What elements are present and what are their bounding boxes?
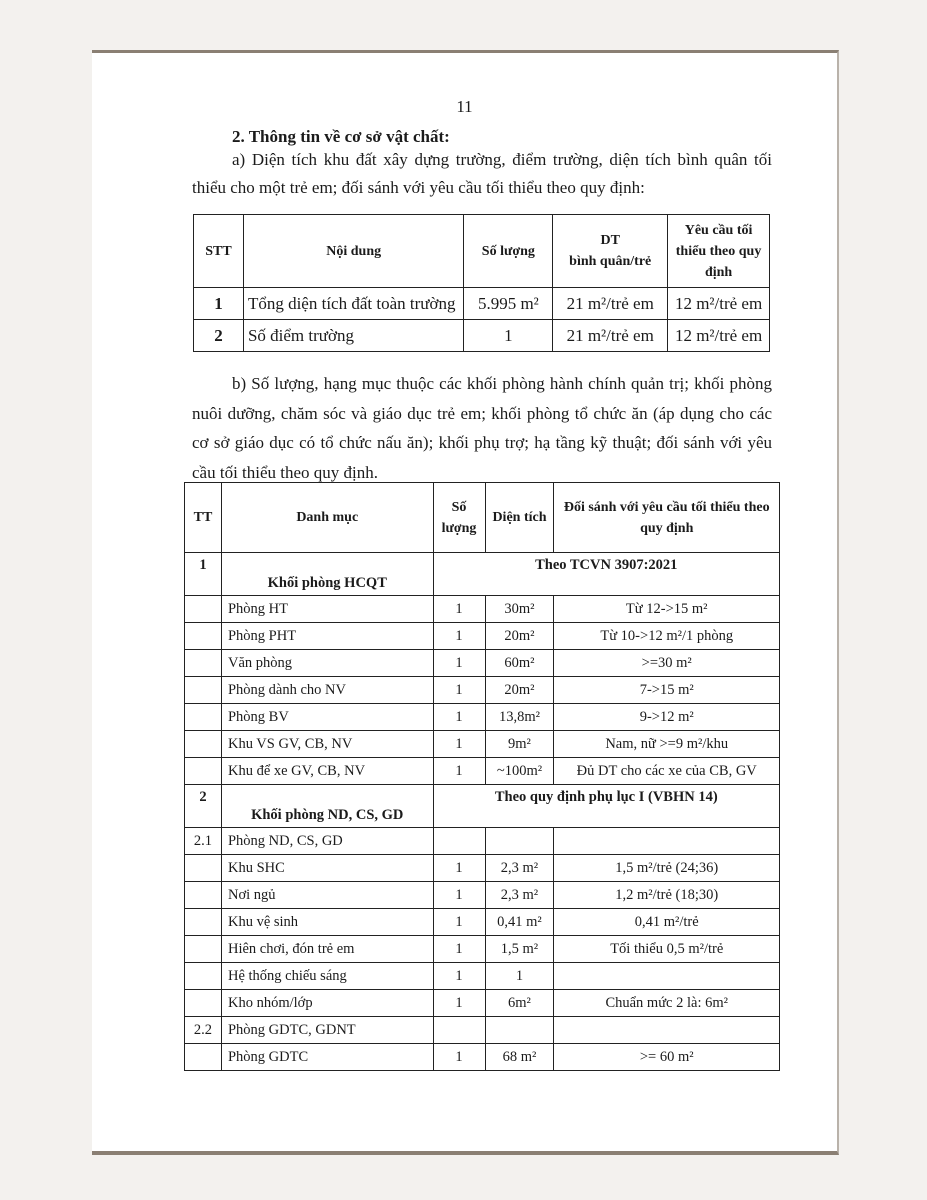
- row-name: Hệ thống chiếu sáng: [221, 963, 433, 990]
- t1-cell-stt: 1: [194, 288, 244, 320]
- row-name: Phòng PHT: [221, 623, 433, 650]
- row-compare: 7->15 m²: [554, 677, 780, 704]
- row-area: 1: [485, 963, 554, 990]
- row-name: Khu SHC: [221, 855, 433, 882]
- table-row: [185, 1044, 780, 1071]
- row-area: 0,41 m²: [485, 909, 554, 936]
- section-title: Khối phòng ND, CS, GD: [221, 785, 433, 828]
- row-name: Văn phòng: [221, 650, 433, 677]
- row-quantity: 1: [433, 909, 485, 936]
- row-compare: Từ 10->12 m²/1 phòng: [554, 623, 780, 650]
- table-row: [185, 650, 780, 677]
- table-row: [185, 677, 780, 704]
- row-compare: Từ 12->15 m²: [554, 596, 780, 623]
- row-compare: 1,5 m²/trẻ (24;36): [554, 855, 780, 882]
- t1-body: [194, 288, 770, 352]
- table-row: [185, 990, 780, 1017]
- row-quantity: 1: [433, 731, 485, 758]
- t2-header-so-luong: Số lượng: [433, 483, 485, 553]
- row-number: [185, 758, 222, 785]
- row-quantity: 1: [433, 963, 485, 990]
- row-compare: 1,2 m²/trẻ (18;30): [554, 882, 780, 909]
- row-quantity: 1: [433, 596, 485, 623]
- row-quantity: 1: [433, 677, 485, 704]
- row-quantity: [433, 828, 485, 855]
- section-title: Khối phòng HCQT: [221, 553, 433, 596]
- t1-cell-so-luong: 5.995 m²: [464, 288, 553, 320]
- row-quantity: 1: [433, 990, 485, 1017]
- row-area: 13,8m²: [485, 704, 554, 731]
- row-name: Phòng HT: [221, 596, 433, 623]
- t1-header-dt: [553, 215, 668, 288]
- t1-header-stt: STT: [194, 215, 244, 288]
- t1-header-noi-dung: Nội dung: [243, 215, 463, 288]
- t1-cell-dt: 21 m²/trẻ em: [553, 288, 668, 320]
- row-name: Khu để xe GV, CB, NV: [221, 758, 433, 785]
- table-row: [185, 882, 780, 909]
- row-name: Nơi ngủ: [221, 882, 433, 909]
- row-quantity: 1: [433, 650, 485, 677]
- row-number: 2.1: [185, 828, 222, 855]
- row-compare: Đủ DT cho các xe của CB, GV: [554, 758, 780, 785]
- paragraph-a: a) Diện tích khu đất xây dựng trường, điểm trường, diện tích bình quân tối thiểu cho một trẻ em; đối sánh với yêu cầu tối thiểu theo quy định:: [192, 150, 772, 197]
- row-area: [485, 1017, 554, 1044]
- table-row: [185, 1017, 780, 1044]
- t1-cell-stt: 2: [194, 320, 244, 352]
- section-standard: Theo quy định phụ lục I (VBHN 14): [433, 785, 779, 828]
- t1-cell-noi-dung: Tổng diện tích đất toàn trường: [243, 288, 463, 320]
- t1-cell-yeu-cau: 12 m²/trẻ em: [668, 288, 770, 320]
- table-row: [185, 731, 780, 758]
- row-quantity: [433, 1017, 485, 1044]
- row-compare: [554, 828, 780, 855]
- row-compare: Tối thiểu 0,5 m²/trẻ: [554, 936, 780, 963]
- row-area: 2,3 m²: [485, 882, 554, 909]
- row-area: 6m²: [485, 990, 554, 1017]
- row-compare: [554, 1017, 780, 1044]
- table-row: [185, 936, 780, 963]
- row-area: 20m²: [485, 677, 554, 704]
- row-number: [185, 936, 222, 963]
- row-number: 2.2: [185, 1017, 222, 1044]
- row-compare: [554, 963, 780, 990]
- table-row: [185, 623, 780, 650]
- row-number: [185, 677, 222, 704]
- row-compare: >=30 m²: [554, 650, 780, 677]
- row-number: [185, 1044, 222, 1071]
- table-row: [185, 704, 780, 731]
- row-compare: 9->12 m²: [554, 704, 780, 731]
- section-heading: 2. Thông tin về cơ sở vật chất:: [232, 127, 450, 146]
- section-row: [185, 553, 780, 596]
- row-number: [185, 909, 222, 936]
- paragraph-b: b) Số lượng, hạng mục thuộc các khối phòng hành chính quản trị; khối phòng nuôi dưỡng, chăm sóc và giáo dục trẻ em; khối phòng tổ chức ăn (áp dụng cho các cơ sở giáo dục có tổ chức nấu ăn); khối phụ trợ; hạ tầng kỹ thuật; đối sánh với yêu cầu tối thiểu theo quy định.: [192, 374, 772, 482]
- row-name: Khu VS GV, CB, NV: [221, 731, 433, 758]
- row-name: Phòng BV: [221, 704, 433, 731]
- row-quantity: 1: [433, 1044, 485, 1071]
- t2-header-tt: TT: [185, 483, 222, 553]
- row-area: 68 m²: [485, 1044, 554, 1071]
- row-area: 1,5 m²: [485, 936, 554, 963]
- page-number: 11: [456, 97, 473, 116]
- table-row: [185, 596, 780, 623]
- row-quantity: 1: [433, 704, 485, 731]
- row-number: [185, 963, 222, 990]
- table-row: [185, 855, 780, 882]
- row-area: 2,3 m²: [485, 855, 554, 882]
- row-name: Phòng GDTC, GDNT: [221, 1017, 433, 1044]
- row-name: Kho nhóm/lớp: [221, 990, 433, 1017]
- row-area: 30m²: [485, 596, 554, 623]
- section-number: 2: [185, 785, 222, 828]
- t2-header-dien-tich: Diện tích: [485, 483, 554, 553]
- t1-header-yeu-cau: Yêu cầu tối thiểu theo quy định: [668, 215, 770, 288]
- facility-table: [184, 482, 780, 1071]
- section-number: 1: [185, 553, 222, 596]
- row-number: [185, 650, 222, 677]
- row-number: [185, 596, 222, 623]
- row-name: Hiên chơi, đón trẻ em: [221, 936, 433, 963]
- row-number: [185, 990, 222, 1017]
- table-row: [185, 758, 780, 785]
- section-standard: Theo TCVN 3907:2021: [433, 553, 779, 596]
- table-row: [185, 963, 780, 990]
- t1-header-dt-line1: DT: [600, 233, 620, 248]
- t1-header-dt-line2: bình quân/trẻ: [569, 254, 652, 269]
- table-row: [185, 909, 780, 936]
- table-row: [194, 320, 770, 352]
- row-area: 9m²: [485, 731, 554, 758]
- section-row: [185, 785, 780, 828]
- row-number: [185, 855, 222, 882]
- document-page: [92, 50, 839, 1155]
- row-name: Phòng GDTC: [221, 1044, 433, 1071]
- row-quantity: 1: [433, 882, 485, 909]
- row-area: 60m²: [485, 650, 554, 677]
- t2-header-danh-muc: Danh mục: [221, 483, 433, 553]
- t1-cell-yeu-cau: 12 m²/trẻ em: [668, 320, 770, 352]
- row-compare: >= 60 m²: [554, 1044, 780, 1071]
- row-number: [185, 704, 222, 731]
- row-area: ~100m²: [485, 758, 554, 785]
- row-number: [185, 623, 222, 650]
- row-name: Phòng dành cho NV: [221, 677, 433, 704]
- row-name: Phòng ND, CS, GD: [221, 828, 433, 855]
- row-quantity: 1: [433, 936, 485, 963]
- row-name: Khu vệ sinh: [221, 909, 433, 936]
- row-quantity: 1: [433, 758, 485, 785]
- t2-header-doi-sanh: Đối sánh với yêu cầu tối thiểu theo quy định: [554, 483, 780, 553]
- t1-cell-noi-dung: Số điểm trường: [243, 320, 463, 352]
- table-row: [185, 828, 780, 855]
- row-compare: 0,41 m²/trẻ: [554, 909, 780, 936]
- row-number: [185, 731, 222, 758]
- row-quantity: 1: [433, 855, 485, 882]
- t1-header-so-luong: Số lượng: [464, 215, 553, 288]
- row-compare: Chuẩn mức 2 là: 6m²: [554, 990, 780, 1017]
- row-number: [185, 882, 222, 909]
- row-area: 20m²: [485, 623, 554, 650]
- row-compare: Nam, nữ >=9 m²/khu: [554, 731, 780, 758]
- row-quantity: 1: [433, 623, 485, 650]
- table-row: [194, 288, 770, 320]
- row-area: [485, 828, 554, 855]
- t1-cell-so-luong: 1: [464, 320, 553, 352]
- t2-body: [185, 553, 780, 1071]
- t1-cell-dt: 21 m²/trẻ em: [553, 320, 668, 352]
- land-area-table: [193, 214, 770, 352]
